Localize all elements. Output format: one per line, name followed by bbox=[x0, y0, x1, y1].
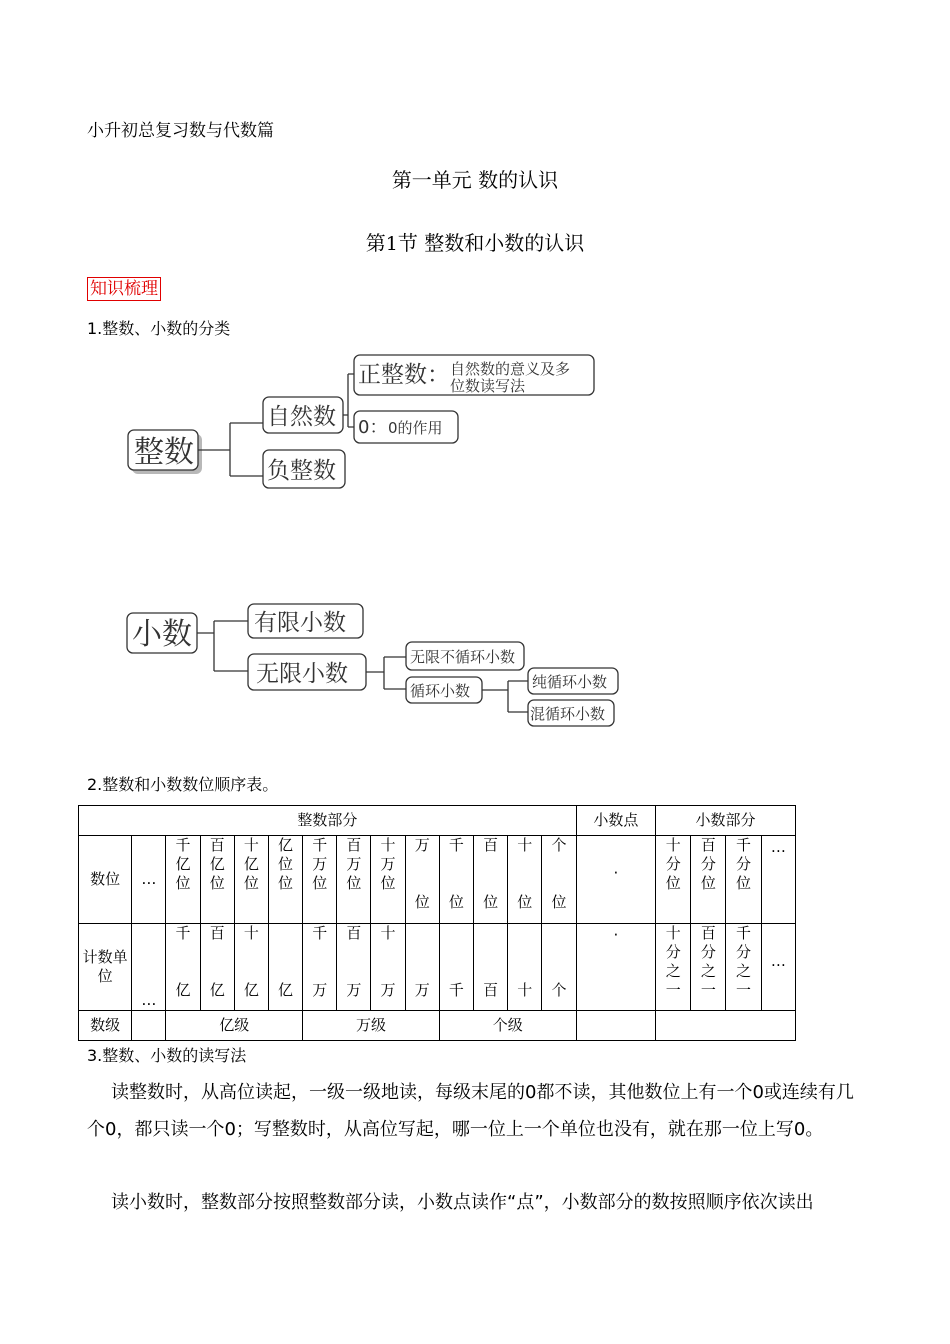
unit-title: 第一单元 数的认识 bbox=[391, 168, 559, 192]
svg-text:小数: 小数 bbox=[132, 617, 192, 652]
grade-yi: 亿级 bbox=[166, 1011, 303, 1041]
grade-row bbox=[79, 1011, 796, 1041]
decimal-place-cell: 十 分 位 bbox=[656, 836, 691, 924]
unit-cell: 万 bbox=[405, 924, 439, 1011]
place-cell: 个 位 bbox=[542, 836, 576, 924]
pure-repeating-node bbox=[528, 668, 618, 694]
place-row bbox=[79, 836, 796, 924]
place-cell: 千 位 bbox=[439, 836, 473, 924]
place-cell: 十 亿 位 bbox=[234, 836, 268, 924]
infinite-decimal-node bbox=[248, 654, 366, 690]
unit-row bbox=[79, 924, 796, 1011]
unit-cell: 十 亿 bbox=[234, 924, 268, 1011]
table-header-row bbox=[79, 806, 796, 836]
repeating-node bbox=[406, 677, 482, 703]
heading-read-write: 3.整数、小数的读写法 bbox=[87, 1046, 247, 1065]
non-repeating-node bbox=[406, 642, 524, 670]
svg-text:有限小数: 有限小数 bbox=[254, 610, 346, 636]
decimal-point-cell: · bbox=[576, 924, 655, 1011]
place-cell: 百 亿 位 bbox=[200, 836, 234, 924]
integer-part-header: 整数部分 bbox=[79, 806, 577, 836]
place-cell: 千 万 位 bbox=[303, 836, 337, 924]
grade-wan: 万级 bbox=[303, 1011, 440, 1041]
paragraph-integer-reading: 读整数时，从高位读起，一级一级地读，每级末尾的0都不读，其他数位上有一个0或连续有几个0，都只读一个0；写整数时，从高位写起，哪一位上一个单位也没有，就在那一位上写0。 bbox=[87, 1082, 854, 1140]
place-cell: 百 万 位 bbox=[337, 836, 371, 924]
place-ellipsis: … bbox=[132, 836, 166, 924]
place-cell: 百 位 bbox=[473, 836, 507, 924]
integer-connector bbox=[198, 423, 263, 476]
place-cell: 万 位 bbox=[405, 836, 439, 924]
decimal-unit-cell: 十 分 之 一 bbox=[656, 924, 691, 1011]
svg-text:整数: 整数 bbox=[134, 435, 194, 470]
natural-number-node bbox=[263, 397, 343, 433]
unit-cell: 百 bbox=[473, 924, 507, 1011]
decimal-ellipsis: … bbox=[761, 836, 795, 924]
svg-text:0：: 0： bbox=[358, 417, 388, 438]
unit-ellipsis: … bbox=[132, 924, 166, 1011]
unit-cell: 十 万 bbox=[371, 924, 405, 1011]
decimal-point-cell: · bbox=[576, 836, 655, 924]
unit-row-label: 计数单位 bbox=[79, 924, 132, 1011]
grade-ge: 个级 bbox=[439, 1011, 576, 1041]
natural-connector bbox=[343, 374, 354, 427]
place-cell: 十 万 位 bbox=[371, 836, 405, 924]
svg-text:混循环小数: 混循环小数 bbox=[530, 705, 606, 723]
place-cell: 十 位 bbox=[508, 836, 542, 924]
document-header: 小升初总复习数与代数篇 bbox=[87, 121, 274, 141]
svg-text:无限小数: 无限小数 bbox=[256, 661, 348, 687]
svg-text:0的作用: 0的作用 bbox=[388, 419, 443, 437]
infinite-connector bbox=[366, 657, 406, 689]
decimal-root-node bbox=[127, 613, 197, 653]
svg-text:自然数: 自然数 bbox=[267, 404, 336, 430]
unit-cell: 百 亿 bbox=[200, 924, 234, 1011]
place-cell: 千 亿 位 bbox=[166, 836, 200, 924]
grade-empty-cell bbox=[132, 1011, 166, 1041]
place-row-label: 数位 bbox=[79, 836, 132, 924]
grade-point-cell bbox=[576, 1011, 655, 1041]
negative-integer-node bbox=[263, 450, 345, 488]
grade-row-label: 数级 bbox=[79, 1011, 132, 1041]
paragraph-decimal-reading: 读小数时，整数部分按照整数部分读，小数点读作“点”，小数部分的数按照顺序依次读出 bbox=[111, 1192, 814, 1213]
svg-text:负整数: 负整数 bbox=[267, 458, 336, 484]
decimal-ellipsis: … bbox=[761, 924, 795, 1011]
finite-decimal-node bbox=[248, 604, 363, 638]
unit-cell: 个 bbox=[542, 924, 576, 1011]
positive-integer-node bbox=[354, 355, 594, 395]
decimal-place-cell: 千 分 位 bbox=[726, 836, 761, 924]
svg-text:位数读写法: 位数读写法 bbox=[450, 377, 526, 395]
decimal-unit-cell: 千 分 之 一 bbox=[726, 924, 761, 1011]
svg-text:循环小数: 循环小数 bbox=[410, 682, 471, 700]
svg-text:无限不循环小数: 无限不循环小数 bbox=[410, 648, 516, 666]
section-title: 第1节 整数和小数的认识 bbox=[365, 231, 585, 255]
grade-decimal-cell bbox=[656, 1011, 796, 1041]
repeating-connector bbox=[482, 681, 528, 712]
svg-text:自然数的意义及多: 自然数的意义及多 bbox=[450, 360, 571, 378]
knowledge-badge: 知识梳理 bbox=[87, 277, 161, 301]
decimal-unit-cell: 百 分 之 一 bbox=[691, 924, 726, 1011]
svg-text:正整数：: 正整数： bbox=[358, 362, 450, 388]
heading-classification: 1.整数、小数的分类 bbox=[87, 319, 231, 338]
decimal-connector bbox=[197, 621, 248, 671]
decimal-part-header: 小数部分 bbox=[656, 806, 796, 836]
mixed-repeating-node bbox=[528, 700, 614, 726]
place-cell: 亿 位 位 bbox=[268, 836, 302, 924]
unit-cell: 千 bbox=[439, 924, 473, 1011]
unit-cell: 千 亿 bbox=[166, 924, 200, 1011]
unit-cell: 十 bbox=[508, 924, 542, 1011]
place-value-table bbox=[78, 805, 796, 1041]
unit-cell: 百 万 bbox=[337, 924, 371, 1011]
unit-cell: 千 万 bbox=[303, 924, 337, 1011]
unit-cell: 亿 bbox=[268, 924, 302, 1011]
svg-text:纯循环小数: 纯循环小数 bbox=[532, 673, 608, 691]
zero-node bbox=[354, 411, 458, 443]
decimal-point-header: 小数点 bbox=[576, 806, 655, 836]
heading-place-table: 2.整数和小数数位顺序表。 bbox=[87, 775, 279, 794]
integer-root-node bbox=[128, 430, 202, 474]
decimal-place-cell: 百 分 位 bbox=[691, 836, 726, 924]
